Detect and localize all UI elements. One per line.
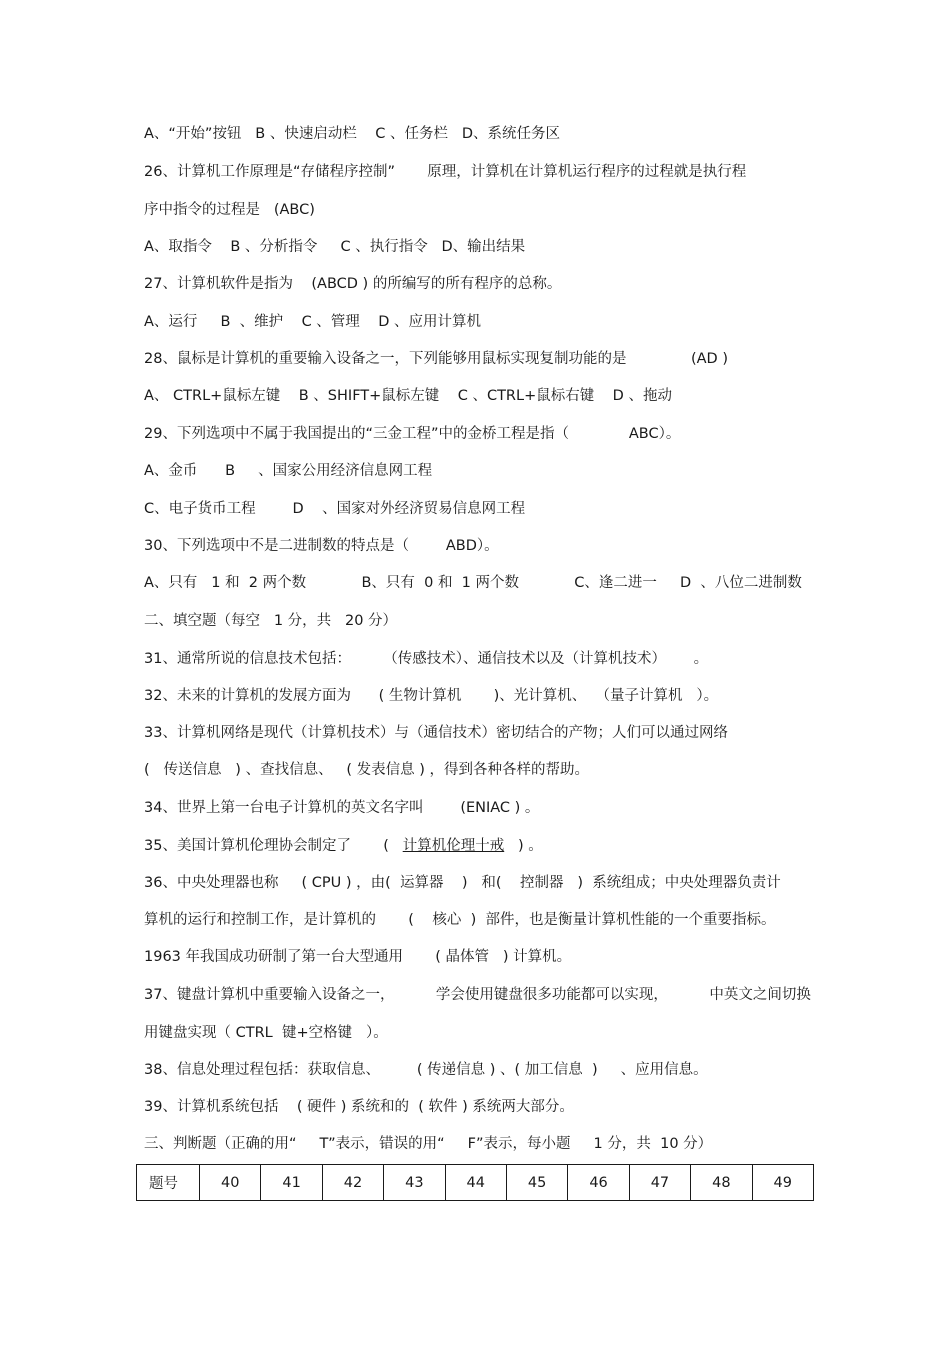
table-cell: 48 (691, 1165, 752, 1201)
question-37-cont: 用键盘实现（ CTRL 键+空格键 ）。 (144, 1025, 388, 1041)
question-36: 36、中央处理器也称 ( CPU ) ，由( 运算器 ) 和( 控制器 ) 系统组成；中央处理器负责计 (144, 875, 781, 891)
option-line-30: A、只有 1 和 2 两个数 B、只有 0 和 1 两个数 C、逢二进一 D 、八位二进制数 (144, 575, 802, 591)
question-36-cont: 算机的运行和控制工作，是计算机的 ( 核心 ) 部件，也是衡量计算机性能的一个重要指标。 (144, 912, 776, 928)
section-heading-judge: 三、判断题（正确的用“ T”表示，错误的用“ F”表示，每小题 1 分，共 10 分） (144, 1136, 713, 1152)
question-30: 30、下列选项中不是二进制数的特点是（ ABD）。 (144, 538, 499, 554)
option-line-28: A、 CTRL+鼠标左键 B 、SHIFT+鼠标左键 C 、CTRL+鼠标右键 D 、拖动 (144, 388, 672, 404)
table-cell: 40 (200, 1165, 261, 1201)
question-32: 32、未来的计算机的发展方面为 ( 生物计算机 )、光计算机、 （量子计算机 ）。 (144, 688, 719, 704)
question-26: 26、计算机工作原理是“存储程序控制” 原理，计算机在计算机运行程序的过程就是执行程 (144, 164, 747, 180)
question-34: 34、世界上第一台电子计算机的英文名字叫 (ENIAC ) 。 (144, 800, 540, 816)
table-cell: 47 (629, 1165, 690, 1201)
table-cell: 41 (261, 1165, 322, 1201)
question-27: 27、计算机软件是指为 (ABCD ) 的所编写的所有程序的总称。 (144, 276, 562, 292)
table-cell: 49 (752, 1165, 813, 1201)
option-line-29-ab: A、金币 B 、国家公用经济信息网工程 (144, 463, 433, 479)
question-35 (144, 836, 543, 856)
question-28: 28、鼠标是计算机的重要输入设备之一，下列能够用鼠标实现复制功能的是 (AD ) (144, 351, 728, 367)
option-line-26: A、取指令 B 、分析指令 C 、执行指令 D、输出结果 (144, 239, 526, 255)
question-38: 38、信息处理过程包括：获取信息、 ( 传递信息 ) 、( 加工信息 ) 、应用信息。 (144, 1062, 708, 1078)
question-37: 37、键盘计算机中重要输入设备之一， 学会使用键盘很多功能都可以实现， 中英文之间切换 (144, 987, 811, 1003)
option-line-29-cd: C、电子货币工程 D 、国家对外经济贸易信息网工程 (144, 501, 526, 517)
question-26-cont: 序中指令的过程是 (ABC) (144, 202, 315, 218)
question-33-cont: ( 传送信息 ) 、查找信息、 ( 发表信息 ) ，得到各种各样的帮助。 (144, 762, 590, 778)
option-line-25: A、“开始”按钮 B 、快速启动栏 C 、任务栏 D、系统任务区 (144, 126, 560, 142)
question-35-suffix: ) 。 (504, 838, 543, 854)
question-29: 29、下列选项中不属于我国提出的“三金工程”中的金桥工程是指（ ABC）。 (144, 426, 681, 442)
question-31: 31、通常所说的信息技术包括： （传感技术）、通信技术以及（计算机技术） 。 (144, 651, 709, 667)
question-35-answer: 计算机伦理十戒 (402, 838, 505, 854)
question-33: 33、计算机网络是现代（计算机技术）与（通信技术）密切结合的产物；人们可以通过网络 (144, 725, 728, 741)
table-cell: 46 (568, 1165, 629, 1201)
answer-table (136, 1164, 814, 1201)
table-header-cell: 题号 (137, 1165, 200, 1201)
table-cell: 42 (322, 1165, 383, 1201)
table-cell: 45 (506, 1165, 567, 1201)
section-heading-fill: 二、填空题（每空 1 分，共 20 分） (144, 613, 398, 629)
question-39: 39、计算机系统包括 ( 硬件 ) 系统和的 ( 软件 ) 系统两大部分。 (144, 1099, 574, 1115)
table-row (137, 1165, 814, 1201)
question-36-cont2: 1963 年我国成功研制了第一台大型通用 ( 晶体管 ) 计算机。 (144, 949, 572, 965)
table-cell: 43 (384, 1165, 445, 1201)
table-cell: 44 (445, 1165, 506, 1201)
question-35-prefix: 35、美国计算机伦理协会制定了 ( (144, 838, 403, 854)
option-line-27: A、运行 B 、维护 C 、管理 D 、应用计算机 (144, 314, 482, 330)
